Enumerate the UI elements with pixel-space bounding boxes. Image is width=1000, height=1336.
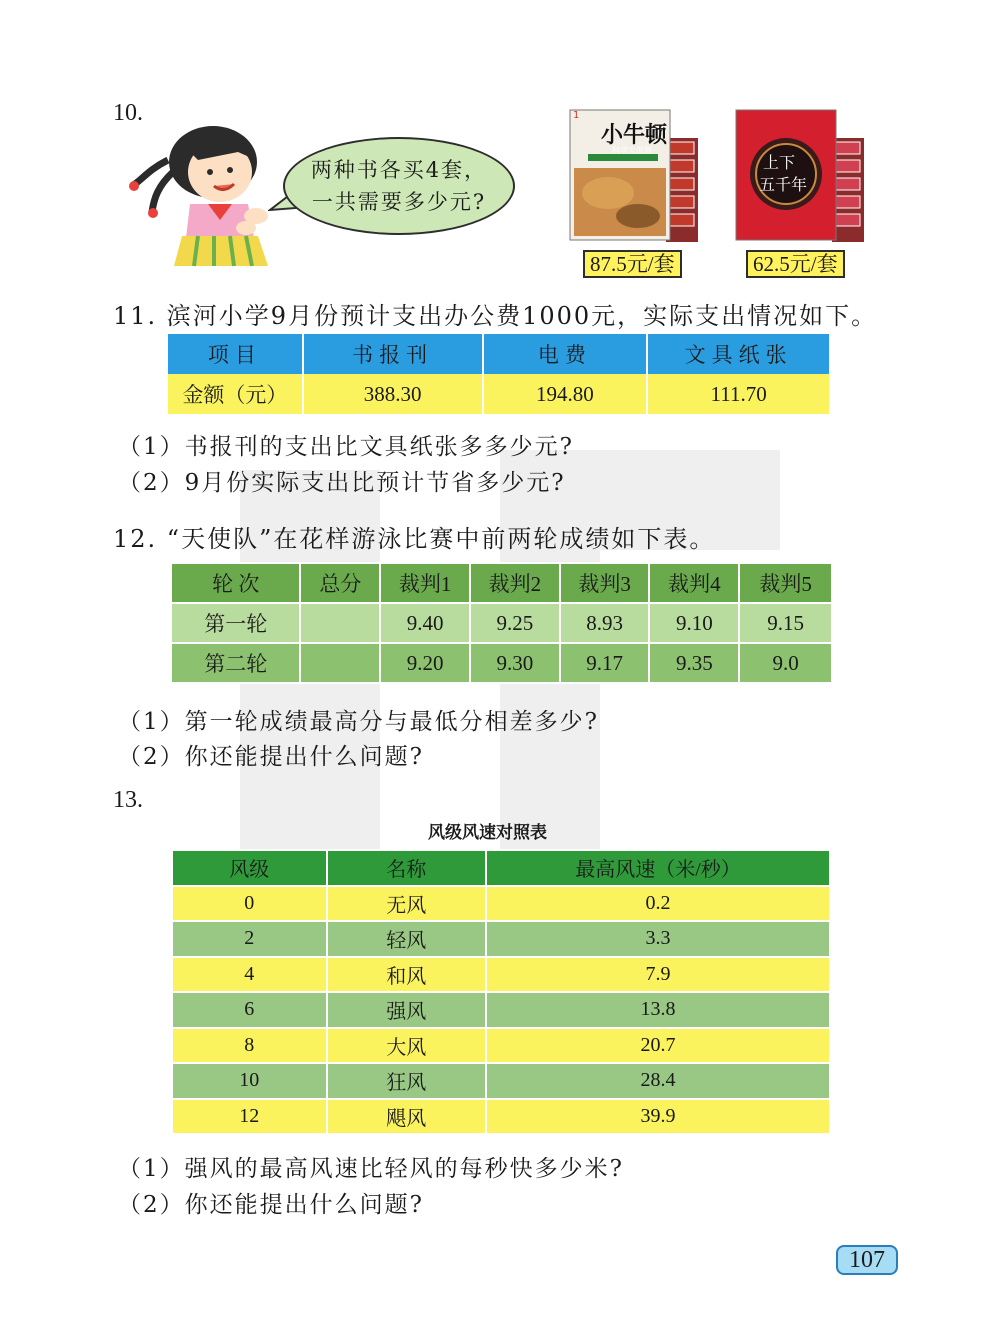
bubble-line-1: 两种书各买4套， (310, 158, 488, 182)
row-label: 第二轮 (171, 643, 300, 683)
wind-table-title: 风级风速对照表 (428, 823, 547, 843)
header-cell: 电费 (483, 334, 648, 374)
girl-illustration (128, 120, 278, 268)
expense-table (168, 334, 831, 414)
header-cell: 裁判1 (380, 563, 470, 603)
header-cell: 总分 (300, 563, 380, 603)
level-cell: 12 (172, 1099, 327, 1135)
question-12-text: 12. “天使队”在花样游泳比赛中前两轮成绩如下表。 (113, 525, 716, 553)
page-number: 107 (836, 1245, 898, 1275)
expense-table-row (168, 374, 830, 414)
header-cell: 文具纸张 (647, 334, 830, 374)
header-cell: 最高风速（米/秒） (486, 850, 830, 886)
speed-cell: 0.2 (486, 886, 830, 922)
book-1-price: 87.5元/套 (583, 250, 682, 278)
question-11-sub-1: （1）书报刊的支出比文具纸张多多少元? (118, 434, 574, 460)
question-11-text: 11. 滨河小学9月份预计支出办公费1000元，实际支出情况如下。 (113, 302, 878, 330)
level-cell: 8 (172, 1028, 327, 1064)
wind-table-row (172, 886, 830, 922)
book-2-title-line1: 上下 (763, 153, 796, 172)
book-1-subtitle: 科学大世界 (612, 146, 652, 155)
book-2-title-line2: 五千年 (759, 175, 808, 194)
level-cell: 4 (172, 957, 327, 993)
header-cell: 书报刊 (303, 334, 483, 374)
score-cell: 9.0 (739, 643, 832, 683)
score-table-header (171, 563, 832, 603)
question-13-sub-2: （2）你还能提出什么问题? (118, 1192, 424, 1218)
question-13-sub-1: （1）强风的最高风速比轻风的每秒快多少米? (118, 1156, 624, 1182)
wind-table-row (172, 921, 830, 957)
score-table-row (171, 603, 832, 643)
expense-table-header (168, 334, 830, 374)
wind-table-row (172, 1099, 830, 1135)
wind-table-row (172, 957, 830, 993)
speed-cell: 13.8 (486, 992, 830, 1028)
name-cell: 无风 (327, 886, 487, 922)
score-cell: 8.93 (560, 603, 650, 643)
wind-table-row (172, 992, 830, 1028)
speed-cell: 28.4 (486, 1063, 830, 1099)
value-cell: 388.30 (303, 374, 483, 414)
wind-table-row (172, 1028, 830, 1064)
score-cell: 9.10 (649, 603, 739, 643)
speed-cell: 39.9 (486, 1099, 830, 1135)
header-cell: 裁判5 (739, 563, 832, 603)
book-1-corner-number: 1 (573, 110, 580, 121)
value-cell: 194.80 (483, 374, 648, 414)
score-cell: 9.30 (470, 643, 560, 683)
total-cell (300, 603, 380, 643)
score-cell: 9.25 (470, 603, 560, 643)
score-cell: 9.15 (739, 603, 832, 643)
speed-cell: 7.9 (486, 957, 830, 993)
score-cell: 9.20 (380, 643, 470, 683)
name-cell: 大风 (327, 1028, 487, 1064)
level-cell: 2 (172, 921, 327, 957)
name-cell: 飓风 (327, 1099, 487, 1135)
row-label: 第一轮 (171, 603, 300, 643)
question-13-number: 13. (113, 787, 143, 813)
question-12-sub-2: （2）你还能提出什么问题? (118, 744, 424, 770)
question-10-number: 10. (113, 100, 143, 126)
question-12-sub-1: （1）第一轮成绩最高分与最低分相差多少? (118, 709, 599, 735)
book-2-price: 62.5元/套 (746, 250, 845, 278)
name-cell: 轻风 (327, 921, 487, 957)
score-cell: 9.35 (649, 643, 739, 683)
name-cell: 强风 (327, 992, 487, 1028)
row-label: 金额（元） (168, 374, 303, 414)
score-cell: 9.17 (560, 643, 650, 683)
header-cell: 裁判2 (470, 563, 560, 603)
total-cell (300, 643, 380, 683)
level-cell: 10 (172, 1063, 327, 1099)
score-cell: 9.40 (380, 603, 470, 643)
question-11-sub-2: （2）9月份实际支出比预计节省多少元? (118, 470, 566, 496)
value-cell: 111.70 (647, 374, 830, 414)
header-cell: 风级 (172, 850, 327, 886)
level-cell: 0 (172, 886, 327, 922)
wind-table (171, 849, 831, 1135)
name-cell: 狂风 (327, 1063, 487, 1099)
speed-cell: 20.7 (486, 1028, 830, 1064)
header-cell: 裁判3 (560, 563, 650, 603)
header-cell: 名称 (327, 850, 487, 886)
bubble-line-2: 一共需要多少元? (311, 190, 487, 214)
level-cell: 6 (172, 992, 327, 1028)
wind-table-header (172, 850, 830, 886)
score-table (170, 562, 833, 684)
header-cell: 项目 (168, 334, 303, 374)
score-table-row (171, 643, 832, 683)
speech-bubble (283, 137, 515, 235)
header-cell: 轮 次 (171, 563, 300, 603)
book-1-title: 小牛顿 (601, 123, 668, 148)
speed-cell: 3.3 (486, 921, 830, 957)
wind-table-row (172, 1063, 830, 1099)
header-cell: 裁判4 (649, 563, 739, 603)
name-cell: 和风 (327, 957, 487, 993)
